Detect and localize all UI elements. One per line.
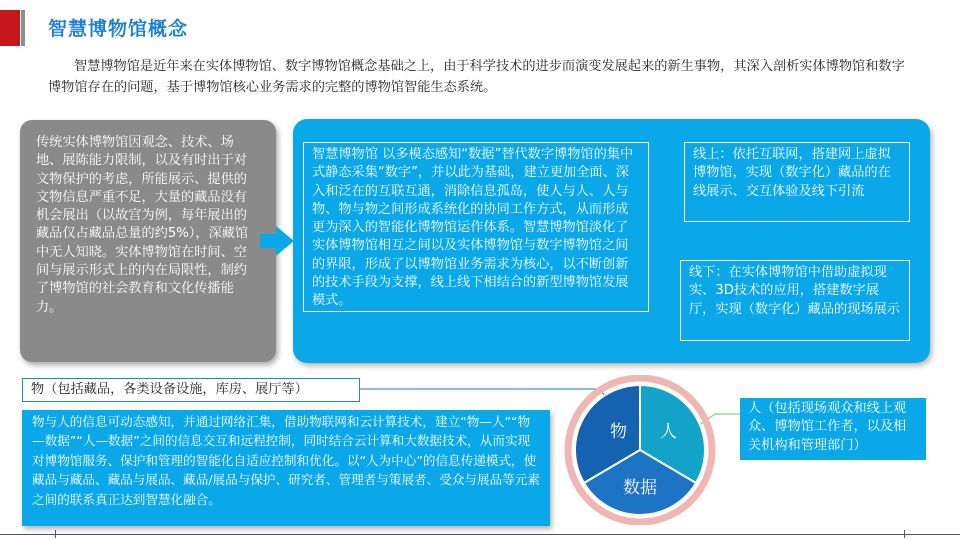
- intro-paragraph: 智慧博物馆是近年来在实体博物馆、数字博物馆概念基础之上，由于科学技术的进步而演变发展起来的新生事物，其深入剖析实体博物馆和数字博物馆存在的问题，基于博物馆核心业务需求的完整的博物馆智能生态系统。: [48, 59, 905, 95]
- diagram-data-label: 数据: [623, 478, 657, 498]
- thing-label: 物（包括藏品，各类设备设施，库房、展厅等）: [22, 378, 360, 402]
- footer-tick: [55, 530, 56, 538]
- online-description: 线上：依托互联网，搭建网上虚拟博物馆，实现（数字化）藏品的在线展示、交互体验及线下引流: [684, 142, 910, 222]
- right-arrow-icon: [260, 226, 294, 256]
- person-description: 人（包括现场观众和线上观众、博物馆工作者，以及相关机构和管理部门）: [740, 398, 926, 460]
- page-title: 智慧博物馆概念: [48, 18, 189, 40]
- offline-description: 线下：在实体博物馆中借助虚拟现实、3D技术的应用，搭建数字展厅，实现（数字化）藏品的现场展示: [680, 260, 910, 341]
- footer-divider: [0, 534, 960, 535]
- traditional-museum-box: 传统实体博物馆因观念、技术、场地、展陈能力限制，以及有时出于对文物保护的考虑，所能展示、提供的文物信息严重不足，大量的藏品没有机会展出（以故宫为例，每年展出的藏品仅占藏品总量的约5%），深藏馆中无人知晓。实体博物馆在时间、空间与展示形式上的内在局限性，制约了博物馆的社会教育和文化传播能力。: [20, 120, 276, 362]
- footer-tick: [904, 530, 905, 538]
- smart-museum-description: 智慧博物馆 以多模态感知“数据”替代数字博物馆的集中式静态采集“数字”，并以此为基础，建立更加全面、深入和泛在的互联互通，消除信息孤岛，使人与人、人与物、物与物之间形成系统化的协同工作方式，从而形成更为深入的智能化博物馆运作体系。智慧博物馆淡化了实体博物馆相互之间以及实体博物馆与数字博物馆之间的界限，形成了以博物馆业务需求为核心，以不断创新的技术手段为支撑，线上线下相结合的新型博物馆发展模式。: [303, 142, 649, 312]
- thing-person-data-diagram: [560, 375, 720, 525]
- title-accent-bar: [0, 10, 20, 46]
- diagram-person-label: 人: [660, 422, 677, 442]
- diagram-thing-label: 物: [610, 422, 627, 442]
- thing-description: 物与人的信息可动态感知，并通过网络汇集，借助物联网和云计算技术，建立“物—人”“物—数据”“人—数据”之间的信息交互和远程控制，同时结合云计算和大数据技术，从而实现对博物馆服务、保护和管理的智能化自适应控制和优化。以“人为中心”的信息传递模式，使藏品与藏品、藏品与展品、藏品/展品与保护、研究者、管理者与策展者、受众与展品等元素之间的联系真正达到智慧化融合。: [22, 410, 550, 526]
